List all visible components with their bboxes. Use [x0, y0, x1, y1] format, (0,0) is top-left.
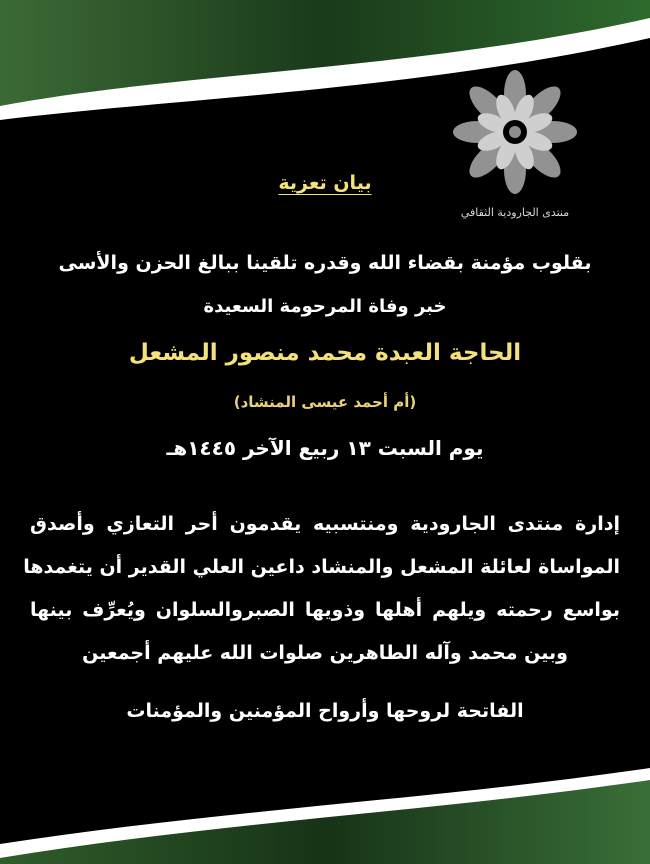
message-line-1: إدارة منتدى الجارودية ومنتسبيه يقدمون أحر التعازي وأصدق: [30, 513, 620, 535]
message-line-2: المواساة لعائلة المشعل والمنشاد داعين العلي القدير أن يتغمدها: [23, 556, 620, 578]
condolence-title: [30, 172, 620, 194]
closing-prayer: الفاتحة لروحها وأرواح المؤمنين والمؤمنات: [126, 700, 524, 722]
condolence-message: [23, 503, 620, 675]
deceased-name: الحاجة العبدة محمد منصور المشعل: [128, 340, 522, 366]
deceased-relation: (أم أحمد عيسى المنشاد): [233, 393, 417, 411]
title-text: بيان تعزية: [278, 172, 372, 194]
message-line-4: وبين محمد وآله الطاهرين صلوات الله عليهم أجمعين: [82, 642, 568, 664]
intro-line-2: خبر وفاة المرحومة السعيدة: [203, 296, 447, 317]
message-line-3: بواسع رحمته ويلهم أهلها وذويها الصبروالسلوان ويُعرِّف بينها: [30, 599, 620, 621]
logo-org-name: منتدى الجارودية الثقافي: [460, 206, 570, 219]
intro-line-1: بقلوب مؤمنة بقضاء الله وقدره تلقينا ببالغ الحزن والأسى: [58, 252, 592, 274]
condolence-date: يوم السبت ١٣ ربيع الآخر ١٤٤٥هـ: [166, 436, 484, 460]
